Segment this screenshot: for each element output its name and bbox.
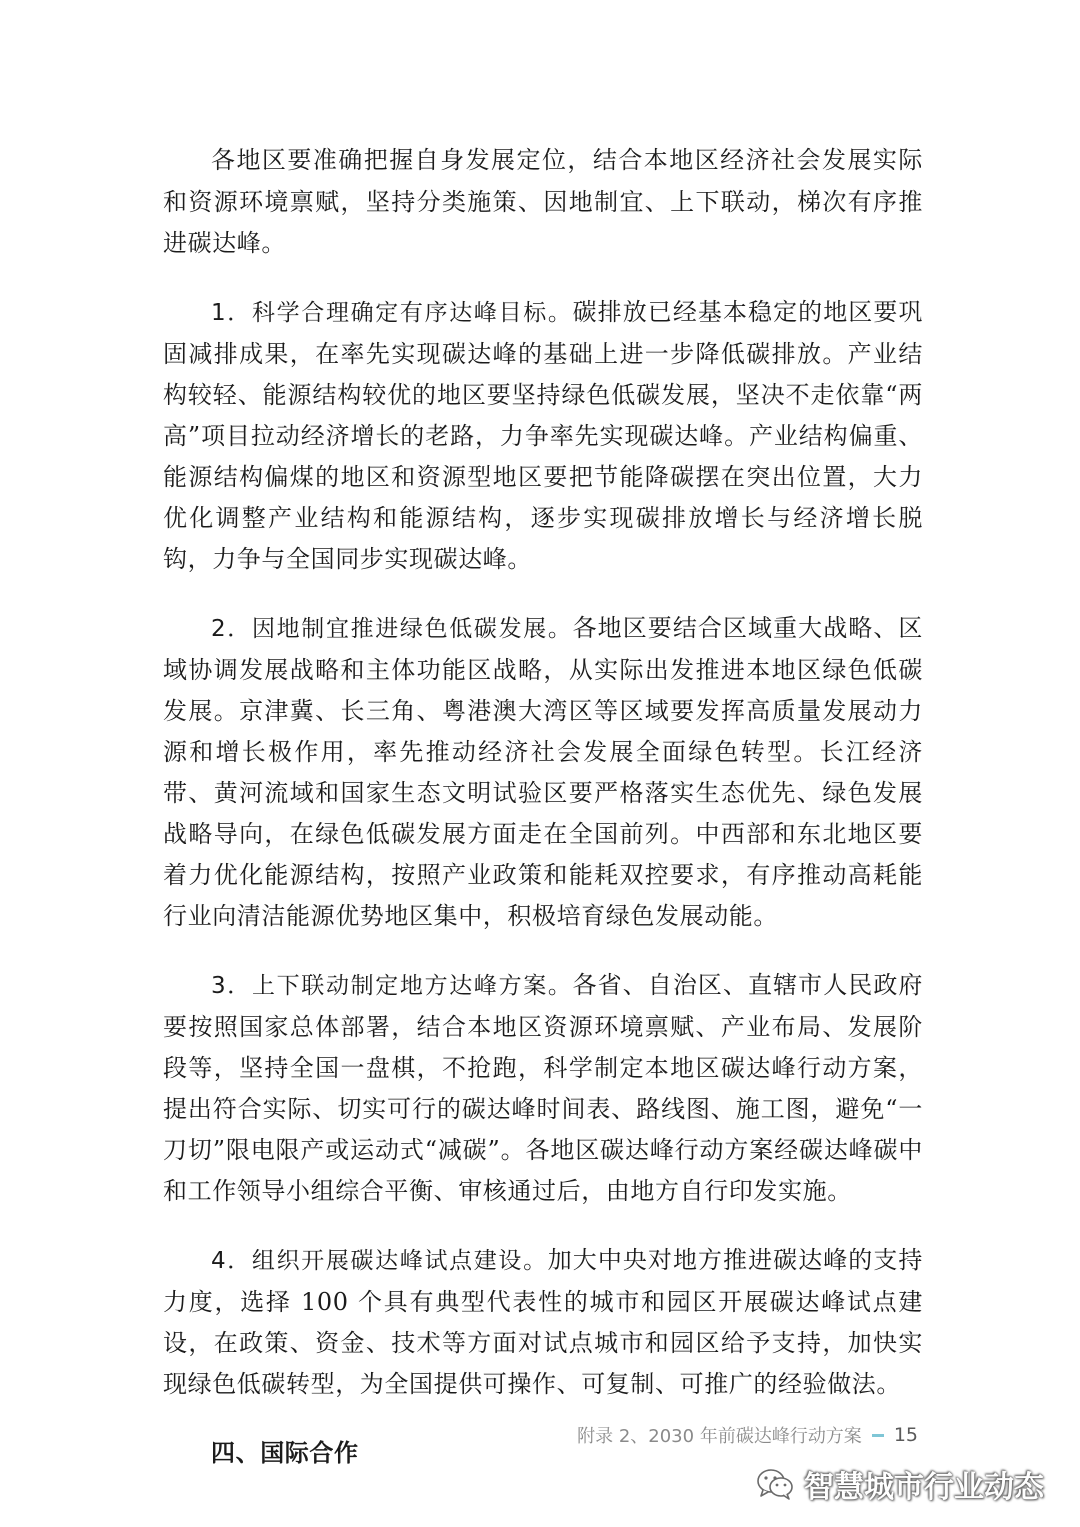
paragraph-item-1 [163,292,923,580]
paragraph-lead: 3．上下联动制定地方达峰方案。 [211,973,573,999]
page-number: 15 [893,1424,918,1446]
paragraph-text: 碳排放已经基本稳定的地区要巩固减排成果，在率先实现碳达峰的基础上进一步降低碳排放。产业结构较轻、能源结构较优的地区要坚持绿色低碳发展，坚决不走依靠“两高”项目拉动经济增长的老路，力争率先实现碳达峰。产业结构偏重、能源结构偏煤的地区和资源型地区要把节能降碳摆在突出位置，大力优化调整产业结构和能源结构，逐步实现碳排放增长与经济增长脱钩，力争与全国同步实现碳达峰。 [163,298,923,573]
paragraph-lead: 4．组织开展碳达峰试点建设。 [211,1248,548,1274]
paragraph-item-2 [163,608,923,937]
paragraph-text: 加大中央对地方推进碳达峰的支持力度，选择 100 个具有典型代表性的城市和园区开展碳达峰试点建设，在政策、资金、技术等方面对试点城市和园区给予支持，加快实现绿色低碳转型，为全国提供可操作、可复制、可推广的经验做法。 [163,1246,923,1398]
wechat-icon [756,1467,794,1501]
section-heading: 四、国际合作 [211,1439,359,1467]
page-footer [577,1422,918,1448]
paragraph-text: 各地区要准确把握自身发展定位，结合本地区经济社会发展实际和资源环境禀赋，坚持分类施策、因地制宜、上下联动，梯次有序推进碳达峰。 [163,146,923,257]
footer-label: 附录 2、2030 年前碳达峰行动方案 [577,1426,862,1447]
paragraph-text: 各省、自治区、直辖市人民政府要按照国家总体部署，结合本地区资源环境禀赋、产业布局、发展阶段等，坚持全国一盘棋，不抢跑，科学制定本地区碳达峰行动方案，提出符合实际、切实可行的碳达峰时间表、路线图、施工图，避免“一刀切”限电限产或运动式“减碳”。各地区碳达峰行动方案经碳达峰碳中和工作领导小组综合平衡、审核通过后，由地方自行印发实施。 [163,971,923,1205]
paragraph-lead: 2．因地制宜推进绿色低碳发展。 [211,616,573,642]
paragraph-item-3 [163,965,923,1212]
paragraph-item-4 [163,1240,923,1405]
paragraph-text: 各地区要结合区域重大战略、区域协调发展战略和主体功能区战略，从实际出发推进本地区绿色低碳发展。京津冀、长三角、粤港澳大湾区等区域要发挥高质量发展动力源和增长极作用，率先推动经济社会发展全面绿色转型。长江经济带、黄河流域和国家生态文明试验区要严格落实生态优先、绿色发展战略导向，在绿色低碳发展方面走在全国前列。中西部和东北地区要着力优化能源结构，按照产业政策和能耗双控要求，有序推动高耗能行业向清洁能源优势地区集中，积极培育绿色发展动能。 [163,614,923,930]
footer-dash [872,1434,884,1437]
paragraph-intro [163,140,923,264]
watermark-text: 智慧城市行业动态 [804,1470,1044,1505]
document-body [163,140,923,1474]
paragraph-lead: 1．科学合理确定有序达峰目标。 [211,300,573,326]
watermark [756,1462,1044,1506]
